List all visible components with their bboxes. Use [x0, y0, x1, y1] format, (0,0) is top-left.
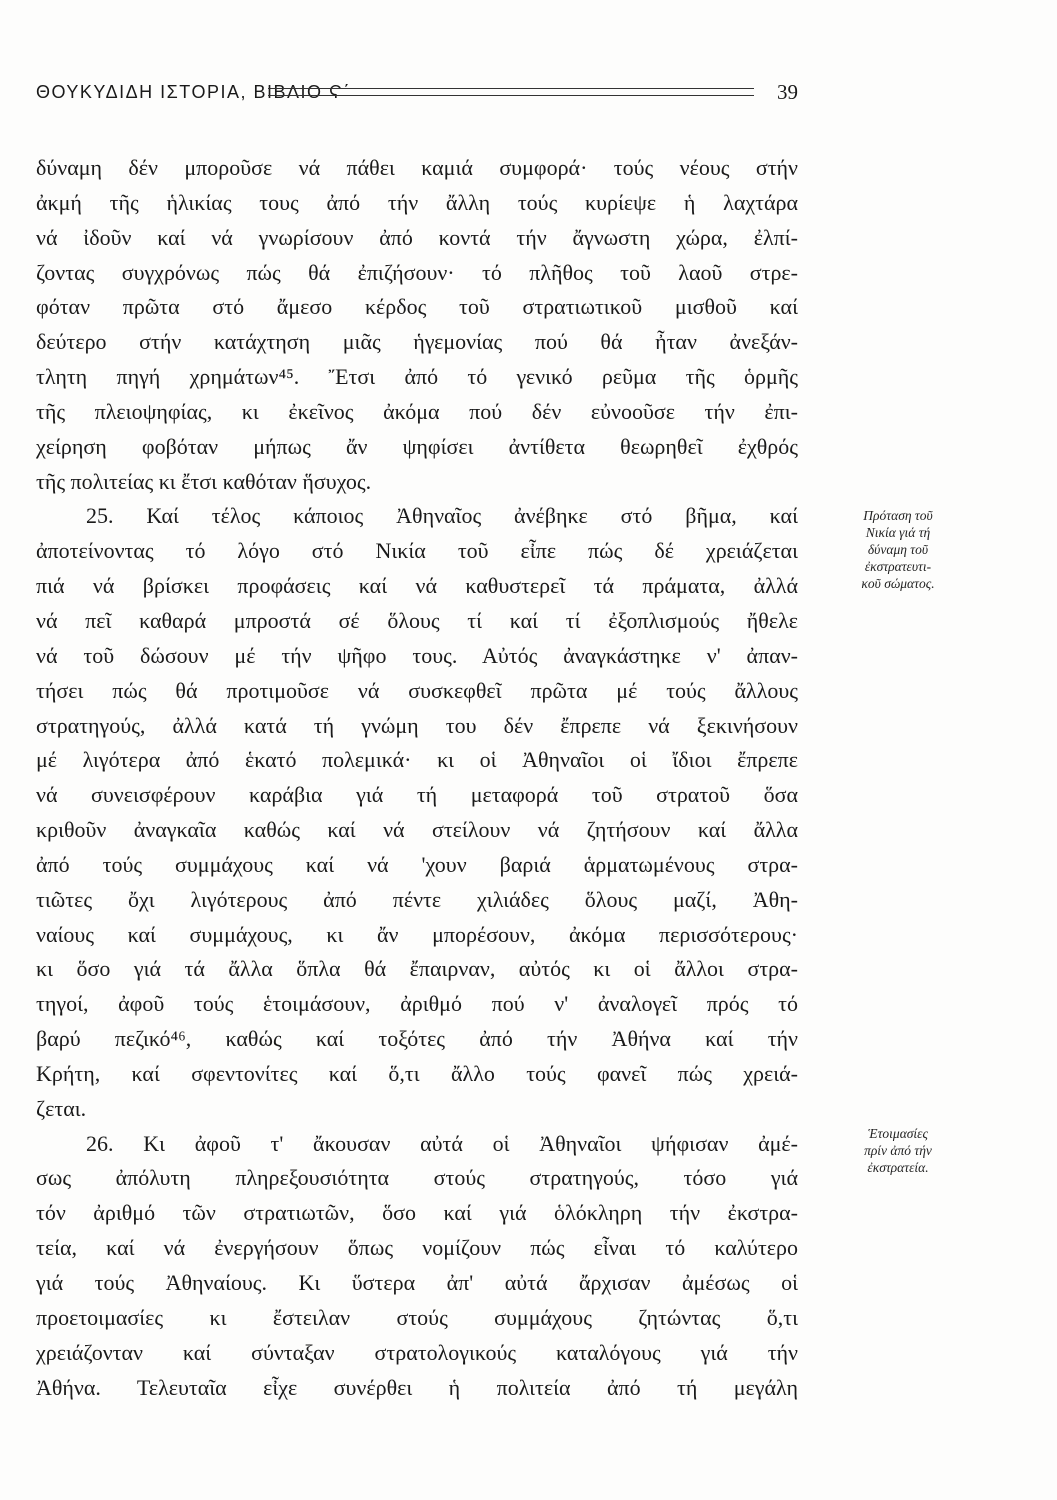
- text-line: ἀκμή τῆς ἡλικίας τους ἀπό τήν ἄλλη τούς κυρίεψε ἡ λαχτάρα: [36, 189, 798, 215]
- chapter-26-first-line: 26. Κι ἀφοῦ τ' ἄκουσαν αὐτά οἱ Ἀθηναῖοι ψήφισαν ἀμέ-: [86, 1130, 798, 1156]
- running-header: [36, 82, 798, 114]
- text-line: ἀποτείνοντας τό λόγο στό Νικία τοῦ εἶπε πώς δέ χρειάζεται: [36, 538, 798, 564]
- text-line: ἀπό τούς συμμάχους καί νά 'χουν βαριά ἁρματωμένους στρα-: [36, 851, 798, 877]
- text-line: προετοιμασίες κι ἔστειλαν στούς συμμάχους ζητώντας ὅ,τι: [36, 1304, 798, 1330]
- running-head-title: ΘΟΥΚΥΔΙΔΗ ΙΣΤΟΡΙΑ, ΒΙΒΛΙΟ Ϛ΄: [36, 82, 351, 102]
- text-line: τῆς πλειοψηφίας, κι ἐκεῖνος ἀκόμα πού δέν εὐνοοῦσε τήν ἐπι-: [36, 398, 798, 424]
- text-line: τήσει πώς θά προτιμοῦσε νά συσκεφθεῖ πρῶτα μέ τούς ἄλλους: [36, 677, 798, 703]
- text-line: τλητη πηγή χρημάτων⁴⁵. Ἔτσι ἀπό τό γενικό ρεῦμα τῆς ὁρμῆς: [36, 364, 798, 390]
- text-line: Κρήτη, καί σφεντονίτες καί ὅ,τι ἄλλο τούς φανεῖ πώς χρειά-: [36, 1060, 798, 1086]
- text-line: σως ἀπόλυτη πληρεξουσιότητα στούς στρατηγούς, τόσο γιά: [36, 1165, 798, 1191]
- margin-note-line: ἐκστρατευτι-: [864, 559, 932, 574]
- text-line: νά τοῦ δώσουν μέ τήν ψῆφο τους. Αὐτός ἀναγκάστηκε ν' ἀπαν-: [36, 642, 798, 668]
- margin-note-preparations: [818, 1125, 978, 1176]
- margin-note-line: πρίν ἀπό τήν: [864, 1143, 932, 1158]
- text-line: νά ἰδοῦν καί νά γνωρίσουν ἀπό κοντά τήν ἄγνωστη χώρα, ἐλπί-: [36, 224, 798, 250]
- text-line: μέ λιγότερα ἀπό ἑκατό πολεμικά· κι οἱ Ἀθηναῖοι οἱ ἴδιοι ἔπρεπε: [36, 747, 798, 773]
- text-line: τεία, καί νά ἐνεργήσουν ὅπως νομίζουν πώς εἶναι τό καλύτερο: [36, 1235, 798, 1261]
- margin-note-line: δύναμη τοῦ: [867, 542, 929, 557]
- text-line: φόταν πρῶτα στό ἄμεσο κέρδος τοῦ στρατιωτικοῦ μισθοῦ καί: [36, 294, 798, 320]
- text-line: πιά νά βρίσκει προφάσεις καί νά καθυστερεῖ τά πράματα, ἀλλά: [36, 573, 798, 599]
- text-line: νά πεῖ καθαρά μπροστά σέ ὅλους τί καί τί ἐξοπλισμούς ἤθελε: [36, 607, 798, 633]
- margin-note-line: Πρόταση τοῦ: [863, 508, 933, 523]
- page-number: 39: [777, 80, 798, 104]
- text-line: τόν ἀριθμό τῶν στρατιωτῶν, ὅσο καί γιά ὁλόκληρη τήν ἐκστρα-: [36, 1200, 798, 1226]
- header-double-rule: [268, 88, 754, 96]
- text-line: δύναμη δέν μποροῦσε νά πάθει καμιά συμφορά· τούς νέους στήν: [36, 155, 798, 180]
- text-line: νά συνεισφέρουν καράβια γιά τή μεταφορά τοῦ στρατοῦ ὅσα: [36, 782, 798, 808]
- margin-note-nikias-proposal: [818, 507, 978, 592]
- text-line: κι ὅσο γιά τά ἄλλα ὅπλα θά ἔπαιρναν, αὐτός κι οἱ ἄλλοι στρα-: [36, 956, 798, 982]
- text-line: τηγοί, ἀφοῦ τούς ἑτοιμάσουν, ἀριθμό πού ν' ἀναλογεῖ πρός τό: [36, 991, 798, 1017]
- text-line: χρειάζονταν καί σύνταξαν στρατολογικούς καταλόγους γιά τήν: [36, 1339, 798, 1365]
- text-line: ζοντας συγχρόνως πώς θά ἐπιζήσουν· τό πλῆθος τοῦ λαοῦ στρε-: [36, 259, 798, 285]
- chapter-25-first-line: 25. Καί τέλος κάποιος Ἀθηναῖος ἀνέβηκε στό βῆμα, καί: [86, 503, 798, 529]
- text-line: ζεται.: [36, 1095, 87, 1121]
- margin-note-line: ἐκστρατεία.: [867, 1160, 929, 1175]
- text-line: Ἀθήνα. Τελευταῖα εἶχε συνέρθει ἡ πολιτεία ἀπό τή μεγάλη: [36, 1374, 798, 1400]
- text-line: τιῶτες ὄχι λιγότερους ἀπό πέντε χιλιάδες ὅλους μαζί, Ἀθη-: [36, 886, 798, 912]
- margin-note-line: Νικία γιά τή: [865, 525, 931, 540]
- text-line: χείρηση φοβόταν μήπως ἄν ψηφίσει ἀντίθετα θεωρηθεῖ ἐχθρός: [36, 433, 798, 459]
- text-line: δεύτερο στήν κατάχτηση μιᾶς ἡγεμονίας πού θά ἦταν ἀνεξάν-: [36, 329, 798, 355]
- text-line: βαρύ πεζικό⁴⁶, καθώς καί τοξότες ἀπό τήν Ἀθήνα καί τήν: [36, 1026, 798, 1052]
- text-line: κριθοῦν ἀναγκαῖα καθώς καί νά στείλουν νά ζητήσουν καί ἄλλα: [36, 817, 798, 843]
- margin-note-line: Ἑτοιμασίες: [868, 1126, 928, 1141]
- text-line: τῆς πολιτείας κι ἔτσι καθόταν ἥσυχος.: [36, 468, 372, 494]
- margin-note-line: κοῦ σώματος.: [861, 576, 935, 591]
- text-line: ναίους καί συμμάχους, κι ἄν μπορέσουν, ἀκόμα περισσότερους·: [36, 921, 798, 947]
- body-text: [36, 151, 798, 1405]
- text-line: στρατηγούς, ἀλλά κατά τή γνώμη του δέν ἔπρεπε νά ξεκινήσουν: [36, 712, 798, 738]
- text-line: γιά τούς Ἀθηναίους. Κι ὕστερα ἀπ' αὐτά ἄρχισαν ἀμέσως οἱ: [36, 1270, 798, 1295]
